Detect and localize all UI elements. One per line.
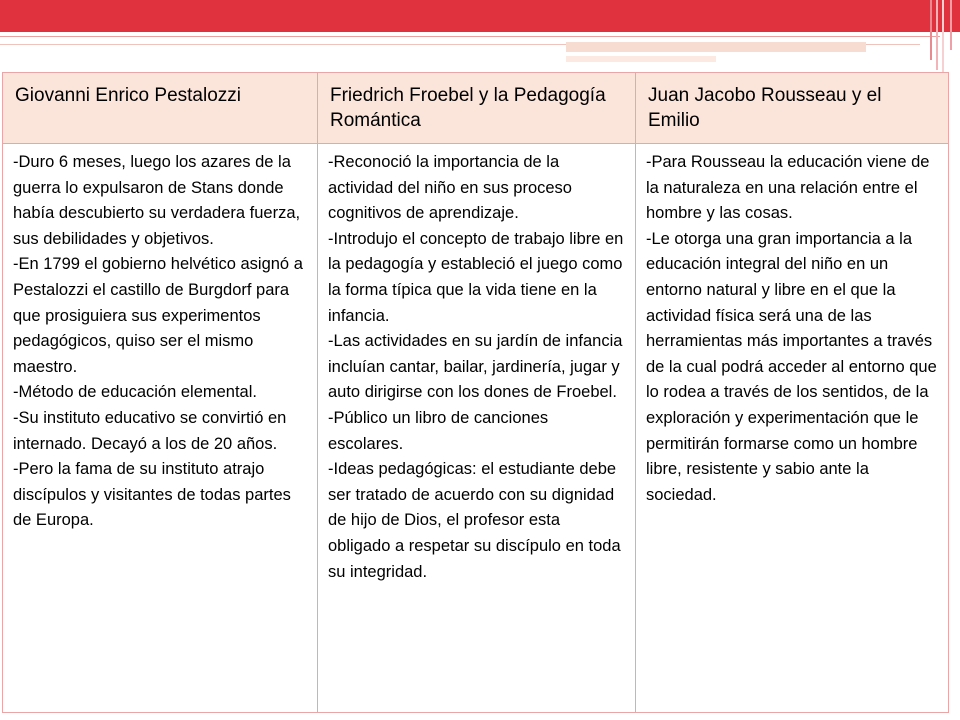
text-paragraph: -Su instituto educativo se convirtió en internado. Decayó a los de 20 años. xyxy=(13,408,287,453)
decorative-stripe xyxy=(942,0,944,80)
comparison-table xyxy=(2,72,949,713)
decorative-stripe xyxy=(936,0,938,70)
text-paragraph: -Reconoció la importancia de la actividad del niño en sus proceso cognitivos de aprendizaje. xyxy=(328,153,572,223)
text-paragraph: -Duro 6 meses, luego los azares de la guerra lo expulsaron de Stans donde había descubierto su verdadera fuerza, sus debilidades y objetivos. xyxy=(13,153,301,248)
slide-top-band xyxy=(0,0,960,32)
text-paragraph: -Introdujo el concepto de trabajo libre en la pedagogía y estableció el juego como la forma típica que la vida tiene en la infancia. xyxy=(328,229,624,325)
cell-pestalozzi xyxy=(3,144,318,713)
decorative-block xyxy=(566,56,716,62)
header-rousseau: Juan Jacobo Rousseau y el Emilio xyxy=(636,73,949,144)
text-paragraph: -Para Rousseau la educación viene de la naturaleza en una relación entre el hombre y las cosas. xyxy=(646,153,930,223)
text-paragraph: -Ideas pedagógicas: el estudiante debe ser tratado de acuerdo con su dignidad de hijo de Dios, el profesor esta obligado a respetar su discípulo en toda su integridad. xyxy=(328,460,621,581)
table-row xyxy=(3,144,949,713)
decorative-stripe xyxy=(930,0,932,60)
decorative-line xyxy=(0,36,940,37)
decorative-block xyxy=(566,42,866,52)
text-paragraph: -En 1799 el gobierno helvético asignó a Pestalozzi el castillo de Burgdorf para que prosiguiera sus experimentos pedagógicos, quiso ser el mismo maestro. xyxy=(13,255,303,376)
cell-rousseau xyxy=(636,144,949,713)
decorative-stripe xyxy=(950,0,952,50)
header-pestalozzi: Giovanni Enrico Pestalozzi xyxy=(3,73,318,144)
text-paragraph: -Público un libro de canciones escolares. xyxy=(328,408,549,453)
text-paragraph: -Las actividades en su jardín de infancia incluían cantar, bailar, jardinería, jugar y auto dirigirse con los dones de Froebel. xyxy=(328,332,623,402)
text-paragraph: -Método de educación elemental. xyxy=(13,383,257,402)
table-header-row xyxy=(3,73,949,144)
header-froebel: Friedrich Froebel y la Pedagogía Romántica xyxy=(318,73,636,144)
text-paragraph: -Pero la fama de su instituto atrajo discípulos y visitantes de todas partes de Europa. xyxy=(13,460,291,530)
cell-froebel xyxy=(318,144,636,713)
text-paragraph: -Le otorga una gran importancia a la educación integral del niño en un entorno natural y libre en el que la actividad física será una de las herramientas más importantes a través de la cual podrá acceder al entorno que lo rodea a través de los sentidos, de la exploración y experimentación que le permitirán formarse como un hombre libre, resistente y sabio ante la sociedad. xyxy=(646,229,937,504)
comparison-table-wrapper xyxy=(2,72,948,713)
